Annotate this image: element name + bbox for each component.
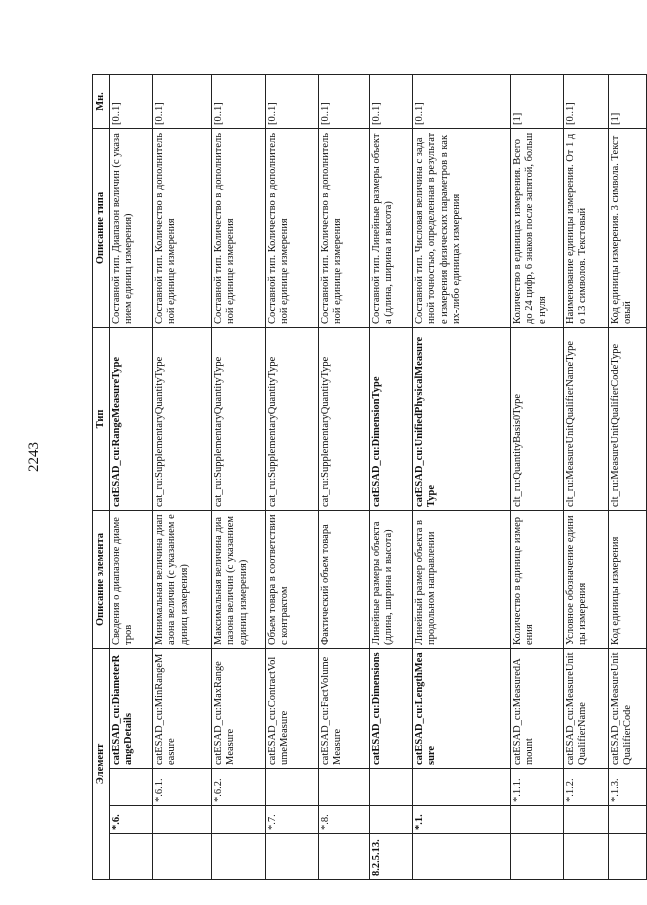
- type-desc-cell: Составной тип. Количество в дополнительной единице измерения: [153, 129, 212, 328]
- type-desc-cell: Составной тип. Числовая величина с заданной точностью, определенная в результате измерения физических параметров в каких-либо единицах измерения: [413, 129, 511, 328]
- level2-number-cell: [370, 806, 413, 834]
- multiplicity-cell: [0..1]: [370, 75, 413, 129]
- type-cell: clt_ru:QuantityBasis0Type: [511, 328, 564, 511]
- type-desc-cell: Составной тип. Количество в дополнительной единице измерения: [212, 129, 266, 328]
- level3-number-cell: *.6.1.: [153, 769, 212, 806]
- multiplicity-cell: [0..1]: [153, 75, 212, 129]
- element-name-cell: catESAD_cu:ContractVolumeMeasure: [266, 649, 319, 769]
- level1-number-cell: [212, 834, 266, 880]
- table-row: [212, 75, 266, 880]
- level3-number-cell: [110, 769, 153, 806]
- level2-number-cell: [564, 806, 609, 834]
- element-name-cell: catESAD_cu:MaxRangeMeasure: [212, 649, 266, 769]
- level3-number-cell: *.1.1.: [511, 769, 564, 806]
- element-desc-cell: Минимальная величина диапазона величин (с указанием единиц измерения): [153, 511, 212, 649]
- table-row: [511, 75, 564, 880]
- type-cell: cat_ru:SupplementaryQuantityType: [266, 328, 319, 511]
- type-desc-cell: Наименование единицы измерения. От 1 до 13 символов. Текстовый: [564, 129, 609, 328]
- level2-number-cell: *.7.: [266, 806, 319, 834]
- element-desc-cell: Сведения о диапазоне диаметров: [110, 511, 153, 649]
- type-cell: clt_ru:MeasureUnitQualifierCodeType: [609, 328, 647, 511]
- multiplicity-cell: [0..1]: [413, 75, 511, 129]
- table-row: [370, 75, 413, 880]
- element-name-cell: catESAD_cu:MinRangeMeasure: [153, 649, 212, 769]
- table-row: [413, 75, 511, 880]
- table-row: [319, 75, 370, 880]
- level3-number-cell: *.1.3.: [609, 769, 647, 806]
- level3-number-cell: [413, 769, 511, 806]
- level1-number-cell: [564, 834, 609, 880]
- element-desc-cell: Условное обозначение единицы измерения: [564, 511, 609, 649]
- level2-number-cell: *.6.: [110, 806, 153, 834]
- type-cell: cat_ru:SupplementaryQuantityType: [153, 328, 212, 511]
- level1-number-cell: [110, 834, 153, 880]
- level1-number-cell: [511, 834, 564, 880]
- level2-number-cell: *.8.: [319, 806, 370, 834]
- level2-number-cell: [212, 806, 266, 834]
- elements-table: [92, 74, 647, 880]
- element-name-cell: catESAD_cu:FactVolumeMeasure: [319, 649, 370, 769]
- multiplicity-cell: [0..1]: [564, 75, 609, 129]
- multiplicity-cell: [0..1]: [212, 75, 266, 129]
- element-name-cell: catESAD_cu:MeasuredAmount: [511, 649, 564, 769]
- level3-number-cell: [266, 769, 319, 806]
- type-cell: catESAD_cu:RangeMeasureType: [110, 328, 153, 511]
- level1-number-cell: 8.2.5.13.: [370, 834, 413, 880]
- level3-number-cell: *.6.2.: [212, 769, 266, 806]
- type-desc-cell: Код единицы измерения. 3 символа. Текстовый: [609, 129, 647, 328]
- type-cell: clt_ru:MeasureUnitQualifierNameType: [564, 328, 609, 511]
- element-desc-cell: Линейный размер объекта в продольном направлении: [413, 511, 511, 649]
- element-desc-cell: Фактический объем товара: [319, 511, 370, 649]
- type-desc-cell: Составной тип. Линейные размеры объекта (длина, ширина и высота): [370, 129, 413, 328]
- element-name-cell: catESAD_cu:LengthMeasure: [413, 649, 511, 769]
- type-cell: catESAD_cu:UnifiedPhysicalMeasureType: [413, 328, 511, 511]
- level2-number-cell: [153, 806, 212, 834]
- header-element: Элемент: [93, 649, 110, 880]
- level1-number-cell: [609, 834, 647, 880]
- table-row: [609, 75, 647, 880]
- multiplicity-cell: [0..1]: [110, 75, 153, 129]
- multiplicity-cell: [0..1]: [266, 75, 319, 129]
- element-desc-cell: Код единицы измерения: [609, 511, 647, 649]
- header-element-desc: Описание элемента: [93, 511, 110, 649]
- multiplicity-cell: [1]: [511, 75, 564, 129]
- rotated-table-area: [92, 75, 634, 880]
- type-desc-cell: Составной тип. Диапазон величин (с указанием единиц измерения): [110, 129, 153, 328]
- element-name-cell: catESAD_cu:DiameterRangeDetails: [110, 649, 153, 769]
- type-desc-cell: Составной тип. Количество в дополнительной единице измерения: [266, 129, 319, 328]
- element-name-cell: catESAD_cu:Dimensions: [370, 649, 413, 769]
- header-row: [93, 75, 110, 880]
- table-body: [110, 75, 647, 880]
- page-number: 2243: [26, 442, 42, 472]
- level3-number-cell: *.1.2.: [564, 769, 609, 806]
- table-row: [110, 75, 153, 880]
- element-desc-cell: Линейные размеры объекта (длина, ширина и высота): [370, 511, 413, 649]
- type-cell: cat_ru:SupplementaryQuantityType: [319, 328, 370, 511]
- level3-number-cell: [370, 769, 413, 806]
- level1-number-cell: [413, 834, 511, 880]
- header-mn: Мн.: [93, 75, 110, 129]
- level1-number-cell: [153, 834, 212, 880]
- level1-number-cell: [266, 834, 319, 880]
- table-row: [153, 75, 212, 880]
- header-type-desc: Описание типа: [93, 129, 110, 328]
- table-row: [266, 75, 319, 880]
- type-desc-cell: Составной тип. Количество в дополнительной единице измерения: [319, 129, 370, 328]
- table-row: [564, 75, 609, 880]
- header-type: Тип: [93, 328, 110, 511]
- type-desc-cell: Количество в единицах измерения. Всего до 24 цифр, 6 знаков после запятой, больше нуля: [511, 129, 564, 328]
- level3-number-cell: [319, 769, 370, 806]
- level2-number-cell: *.1.: [413, 806, 511, 834]
- level2-number-cell: [511, 806, 564, 834]
- element-name-cell: catESAD_cu:MeasureUnitQualifierName: [564, 649, 609, 769]
- element-desc-cell: Максимальная величина диапазона величин (с указанием единиц измерения): [212, 511, 266, 649]
- element-desc-cell: Объем товара в соответствии с контрактом: [266, 511, 319, 649]
- level2-number-cell: [609, 806, 647, 834]
- multiplicity-cell: [1]: [609, 75, 647, 129]
- multiplicity-cell: [0..1]: [319, 75, 370, 129]
- rotated-table-wrapper: [92, 75, 634, 880]
- type-cell: cat_ru:SupplementaryQuantityType: [212, 328, 266, 511]
- element-desc-cell: Количество в единице измерения: [511, 511, 564, 649]
- type-cell: catESAD_cu:DimensionType: [370, 328, 413, 511]
- element-name-cell: catESAD_cu:MeasureUnitQualifierCode: [609, 649, 647, 769]
- level1-number-cell: [319, 834, 370, 880]
